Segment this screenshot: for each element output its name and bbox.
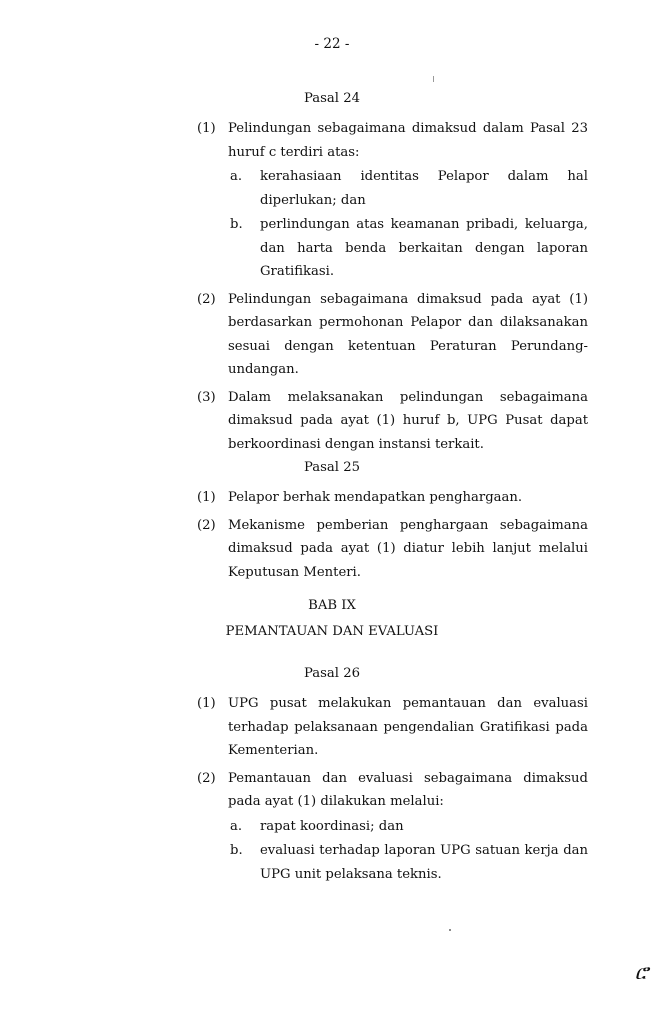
pasal-26-ayat-1 [0,692,588,763]
pasal-25-ayat-2 [0,514,588,585]
scan-mark [433,76,434,82]
huruf-text: kerahasiaan identitas Pelapor dalam hal diperlukan; dan [260,169,588,208]
pasal-25 [0,458,664,584]
huruf-letter: a. [230,169,243,184]
ayat-number: (1) [197,121,216,136]
pasal-24-ayat-1 [0,117,588,284]
ayat-number: (2) [197,291,216,307]
ayat-number: (1) [197,696,216,711]
pasal-25-title: Pasal 25 [304,460,360,475]
ayat-text: Mekanisme pemberian penghargaan sebagaimana dimaksud pada ayat (1) diatur lebih lanjut melalui Keputusan Menteri. [228,517,588,580]
ayat-number: (2) [197,770,216,786]
pasal-24-title: Pasal 24 [304,91,360,106]
huruf-a [228,815,588,839]
ayat-text: UPG pusat melakukan pemantauan dan evaluasi terhadap pelaksanaan pengendalian Gratifikasi pada Kementerian. [228,696,588,758]
ayat-number: (1) [197,490,216,505]
page-number: - 22 - [314,36,350,52]
scan-dot [449,929,451,931]
huruf-letter: a. [230,818,243,834]
huruf-text: rapat koordinasi; dan [260,818,404,834]
pasal-26-ayat-2 [0,767,588,887]
huruf-text: perlindungan atas keamanan pribadi, keluarga, dan harta benda berkaitan dengan laporan Gratifikasi. [260,217,588,279]
ayat-text: Dalam melaksanakan pelindungan sebagaimana dimaksud pada ayat (1) huruf b, UPG Pusat dapat berkoordinasi dengan instansi terkait. [228,389,588,452]
ayat-text: Pelindungan sebagaimana dimaksud pada ayat (1) berdasarkan permohonan Pelapor dan dilaksanakan sesuai dengan ketentuan Peraturan Perundang-undangan. [228,291,588,377]
huruf-letter: b. [230,217,243,232]
pasal-26 [0,664,664,886]
paraf-mark: ሮ [634,960,648,984]
bab-title: BAB IX [308,598,356,613]
huruf-a [228,165,588,212]
ayat-number: (2) [197,517,216,533]
huruf-b [228,839,588,886]
pasal-24 [0,89,664,456]
pasal-26-title: Pasal 26 [304,666,360,681]
ayat-text: Pelapor berhak mendapatkan penghargaan. [228,490,523,505]
ayat-text: Pelindungan sebagaimana dimaksud dalam Pasal 23 huruf c terdiri atas: [228,121,588,160]
bab-subtitle: PEMANTAUAN DAN EVALUASI [225,624,439,639]
bab-ix [0,596,664,642]
huruf-b [228,213,588,284]
pasal-25-ayat-1 [0,486,588,510]
pasal-24-ayat-3 [0,386,588,457]
huruf-letter: b. [230,843,243,858]
ayat-number: (3) [197,389,216,405]
huruf-text: evaluasi terhadap laporan UPG satuan kerja dan UPG unit pelaksana teknis. [260,843,588,882]
ayat-text: Pemantauan dan evaluasi sebagaimana dimaksud pada ayat (1) dilakukan melalui: [228,770,588,809]
pasal-24-ayat-2 [0,288,588,382]
